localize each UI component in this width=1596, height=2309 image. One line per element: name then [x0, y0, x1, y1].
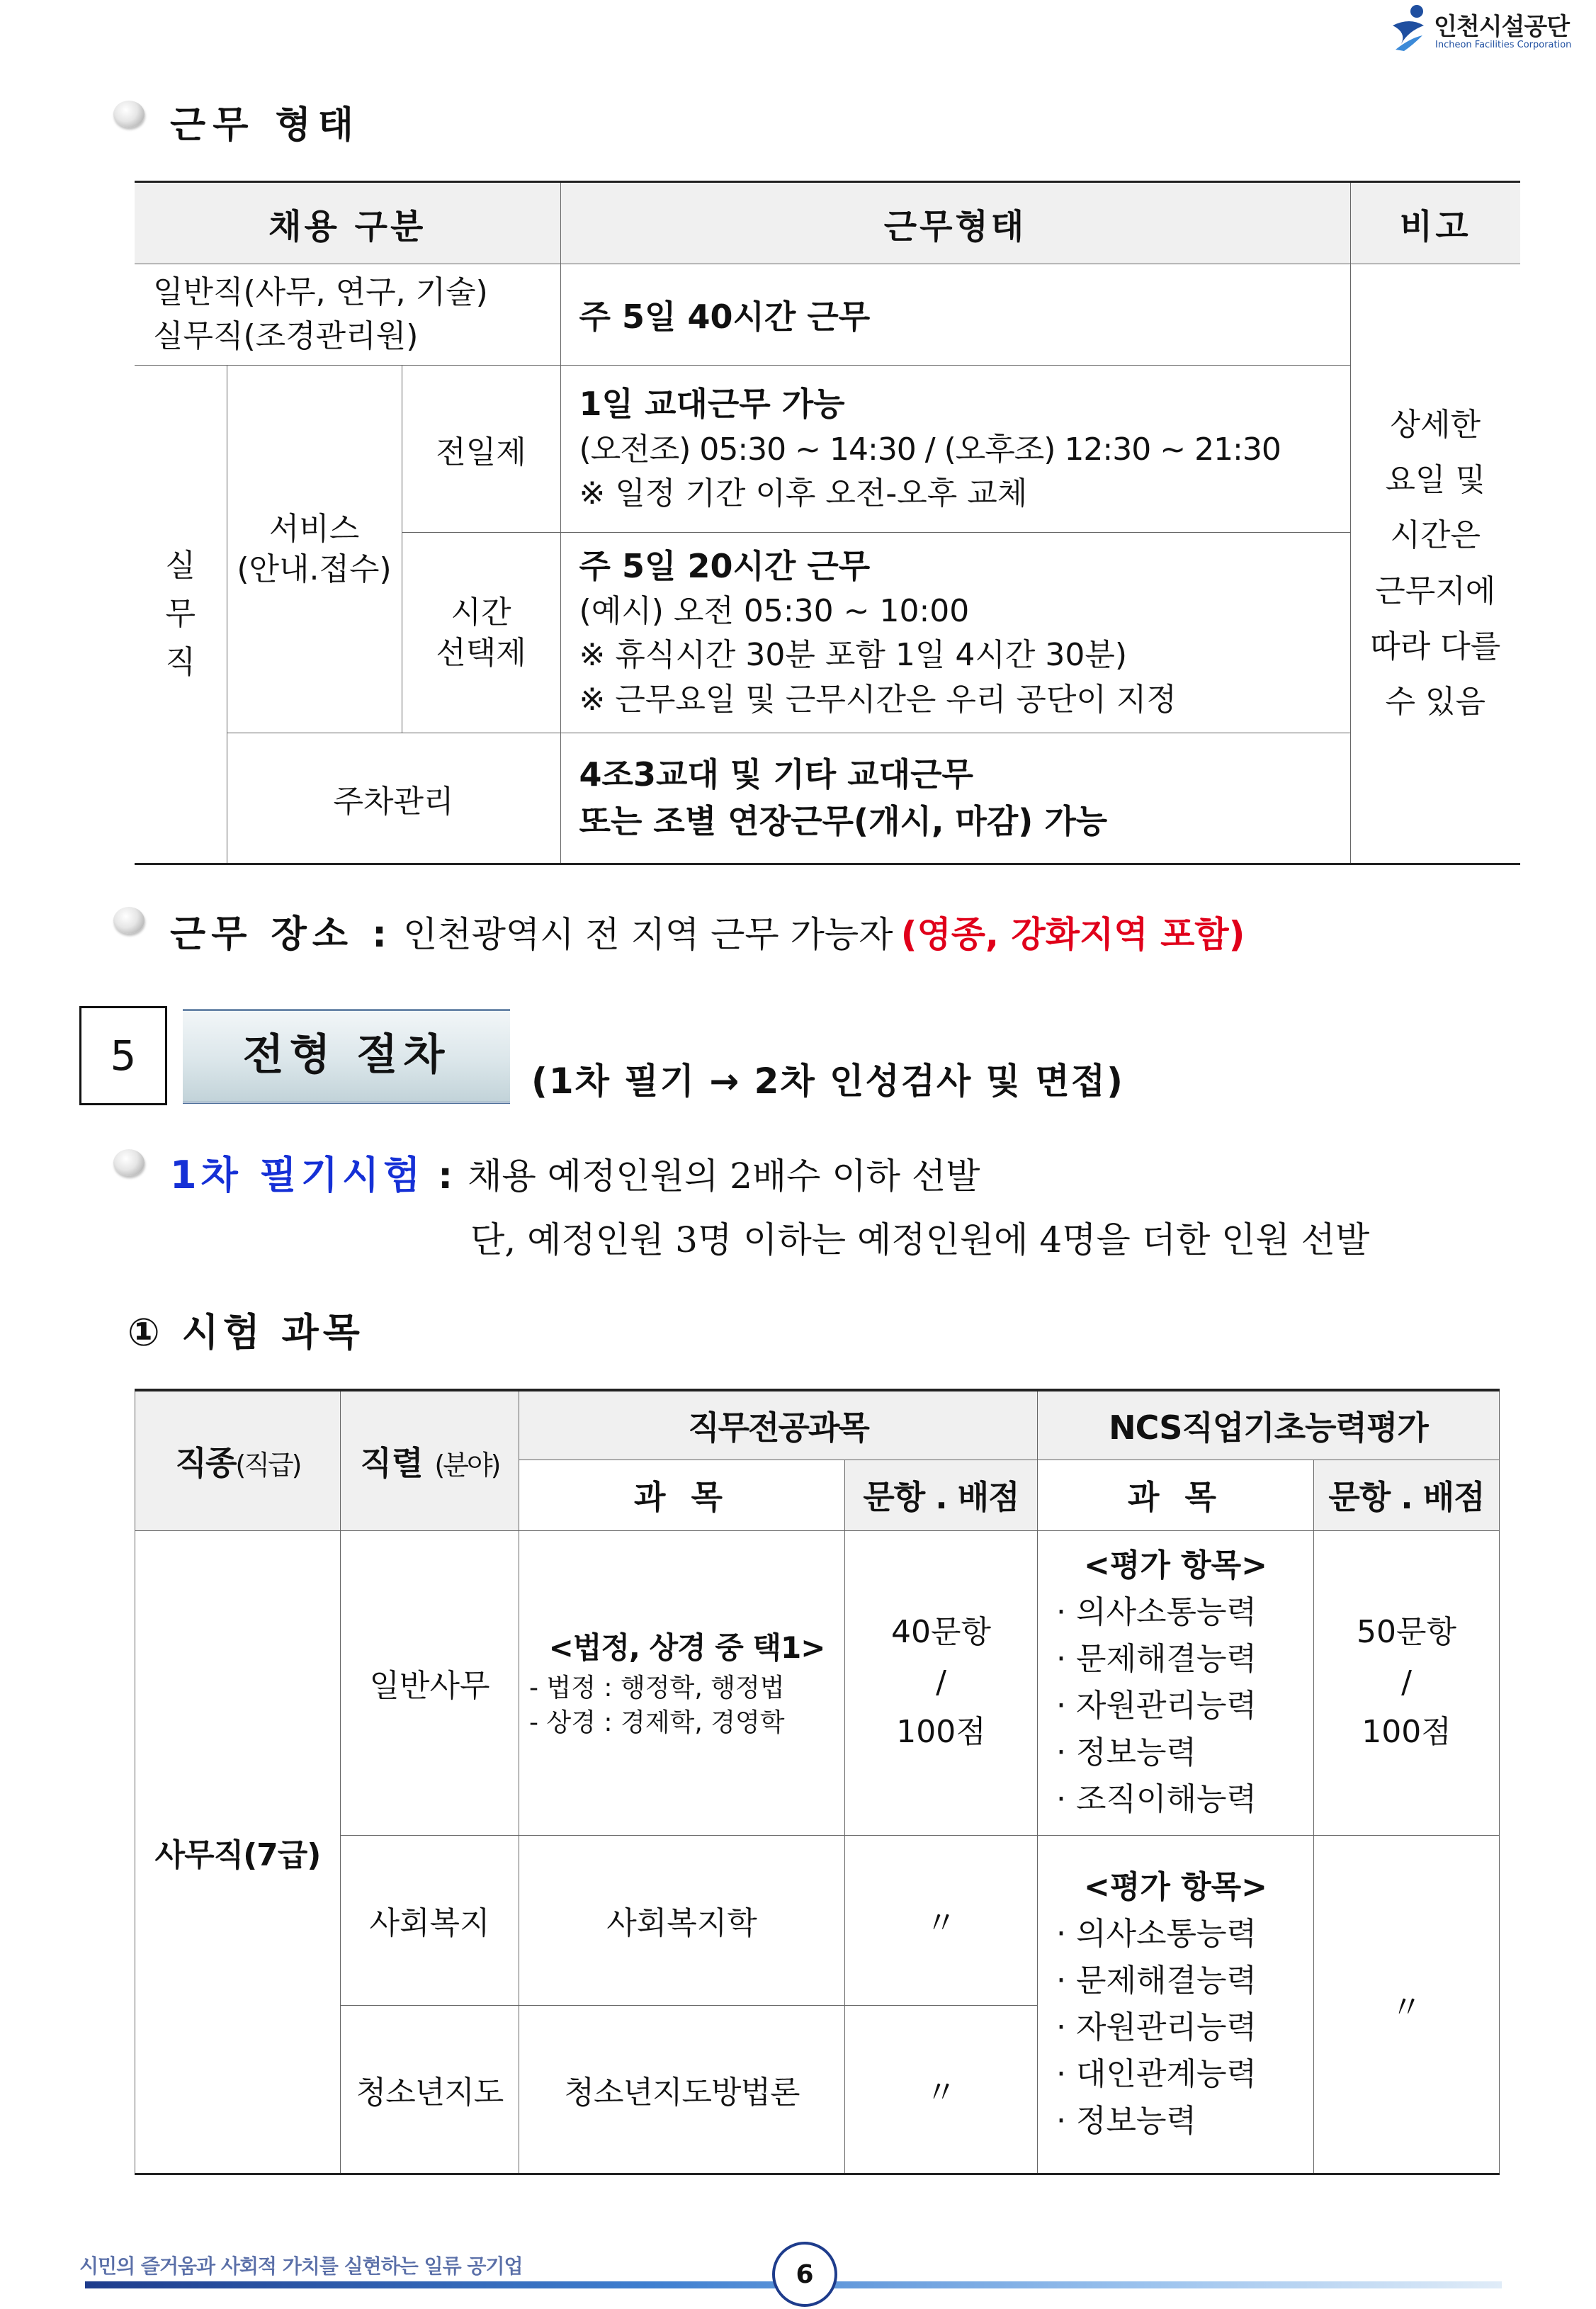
ncs-item: · 의사소통능력 [1056, 1915, 1257, 1952]
header-note: 비고 [1350, 182, 1520, 264]
selective-line1: 주 5일 20시간 근무 [579, 546, 871, 585]
ncs-questions-points: 100점 [1362, 1714, 1451, 1751]
major-title: <법정, 상경 중 택1> [548, 1630, 825, 1666]
logo-name-en: Incheon Facilities Corporation [1435, 40, 1572, 50]
ncs-title: <평가 항목> [1083, 1547, 1268, 1583]
questions-count: 40문항 [891, 1614, 991, 1651]
footer-slogan: 시민의 즐거움과 사회적 가치를 실현하는 일류 공기업 [79, 2254, 523, 2278]
section-title: 전형 절차 [242, 1030, 451, 1080]
fulltime-line1: 1일 교대근무 가능 [579, 385, 845, 424]
company-logo [1388, 4, 1594, 55]
questions-cell: 〃 [845, 2005, 1038, 2174]
header-field-small: (분야) [434, 1449, 499, 1481]
header-jobtype-small: (직급) [235, 1449, 300, 1481]
major-line1: - 법정 : 행정학, 행정법 [529, 1673, 785, 1703]
subjects-heading: ① 시험 과목 [128, 1310, 364, 1355]
header-subject: 과 목 [519, 1460, 845, 1530]
header-jobtype-main: 직종 [175, 1443, 236, 1482]
header-jobtype [135, 1390, 341, 1530]
field-cell: 일반사무 [341, 1530, 519, 1835]
ncs-questions-cell: 〃 [1314, 1835, 1500, 2174]
ncs-item: · 정보능력 [1056, 2102, 1196, 2139]
table-header-row [135, 1390, 1500, 1460]
jobtype-cell: 사무직(7급) [135, 1530, 341, 2174]
field-cell: 청소년지도 [341, 2005, 519, 2174]
major-cell [519, 1530, 845, 1835]
selective-desc [560, 533, 1350, 733]
header-work: 근무형태 [560, 182, 1350, 264]
exam-subjects-table [135, 1389, 1500, 2175]
table-row [135, 1530, 1500, 1835]
header-questions-ncs: 문항 . 배점 [1314, 1460, 1500, 1530]
location-line [170, 904, 1245, 957]
table-row [135, 366, 1520, 533]
bullet-icon [113, 907, 145, 934]
logo-mark-icon [1388, 4, 1431, 54]
fulltime-label: 전일제 [402, 366, 560, 533]
section-subtitle: (1차 필기 → 2차 인성검사 및 면접) [531, 1061, 1124, 1102]
page-number: 6 [772, 2242, 837, 2307]
table-header-row [135, 182, 1520, 264]
header-questions: 문항 . 배점 [845, 1460, 1038, 1530]
questions-slash: / [936, 1664, 946, 1700]
note-cell: 상세한 요일 및 시간은 근무지에 따라 다를 수 있음 [1350, 264, 1520, 864]
section-number: 5 [79, 1006, 167, 1105]
table-row [135, 733, 1520, 864]
ncs-questions-slash: / [1401, 1664, 1412, 1700]
ncs-item: · 자원관리능력 [1056, 1688, 1257, 1724]
table-row [135, 264, 1520, 366]
ncs-item: · 조직이해능력 [1056, 1781, 1257, 1817]
fulltime-desc [560, 366, 1350, 533]
ncs-item: · 자원관리능력 [1056, 2009, 1257, 2045]
questions-cell [845, 1530, 1038, 1835]
ncs-item: · 문제해결능력 [1056, 1962, 1257, 1999]
selective-line3: ※ 휴식시간 30분 포함 1일 4시간 30분) [579, 637, 1127, 674]
ncs-questions-count: 50문항 [1357, 1614, 1456, 1651]
ncs-cell [1038, 1530, 1314, 1835]
parking-line2: 또는 조별 연장근무(개시, 마감) 가능 [579, 801, 1108, 840]
header-subject-ncs: 과 목 [1038, 1460, 1314, 1530]
questions-cell: 〃 [845, 1835, 1038, 2005]
written-exam-text2: 단, 예정인원 3명 이하는 예정인원에 4명을 더한 인원 선발 [470, 1219, 1370, 1260]
ncs-questions-cell [1314, 1530, 1500, 1835]
parking-desc [560, 733, 1350, 864]
written-exam-text1: 채용 예정인원의 2배수 이하 선발 [468, 1156, 980, 1197]
parking-label: 주차관리 [227, 733, 560, 864]
section-title-box [183, 1009, 510, 1104]
ncs-item: · 문제해결능력 [1056, 1641, 1257, 1677]
general-category: 일반직(사무, 연구, 기술) 실무직(조경관리원) [135, 264, 560, 366]
location-highlight: (영종, 강화지역 포함) [900, 914, 1245, 955]
questions-points: 100점 [896, 1714, 986, 1751]
ncs-item: · 의사소통능력 [1056, 1594, 1257, 1630]
ncs-item: · 대인관계능력 [1056, 2055, 1257, 2092]
service-label: 서비스 (안내.접수) [227, 366, 402, 733]
work-type-table [135, 181, 1520, 865]
header-field-main: 직렬 [360, 1443, 424, 1482]
field-cell: 사회복지 [341, 1835, 519, 2005]
parking-line1: 4조3교대 및 기타 교대근무 [579, 755, 973, 794]
general-work: 주 5일 40시간 근무 [560, 264, 1350, 366]
bullet-icon [113, 1149, 145, 1176]
written-exam-line1 [170, 1145, 980, 1199]
written-exam-label: 1차 필기시험 [170, 1153, 425, 1197]
header-major: 직무전공과목 [519, 1390, 1038, 1460]
location-label: 근무 장소 : [170, 913, 392, 956]
header-ncs: NCS직업기초능력평가 [1038, 1390, 1500, 1460]
section-title-work-type: 근무 형태 [170, 104, 361, 147]
location-text: 인천광역시 전 지역 근무 가능자 [403, 914, 893, 955]
major-line2: - 상경 : 경제학, 경영학 [529, 1708, 785, 1737]
ncs-title: <평가 항목> [1083, 1868, 1268, 1905]
silmu-label: 실 무 직 [135, 366, 227, 864]
selective-label: 시간 선택제 [402, 533, 560, 733]
selective-line2: (예시) 오전 05:30 ~ 10:00 [579, 592, 970, 629]
fulltime-line2: (오전조) 05:30 ~ 14:30 / (오후조) 12:30 ~ 21:30 [579, 431, 1281, 468]
written-exam-colon: : [438, 1155, 453, 1197]
bullet-icon [113, 101, 145, 128]
header-field [341, 1390, 519, 1530]
major-cell: 청소년지도방법론 [519, 2005, 845, 2174]
ncs-item: · 정보능력 [1056, 1734, 1196, 1771]
header-category: 채용 구분 [135, 182, 560, 264]
major-cell: 사회복지학 [519, 1835, 845, 2005]
fulltime-line3: ※ 일정 기간 이후 오전-오후 교체 [579, 475, 1028, 512]
logo-name-ko: 인천시설공단 [1434, 13, 1570, 41]
selective-line4: ※ 근무요일 및 근무시간은 우리 공단이 지정 [579, 681, 1177, 718]
ncs-cell [1038, 1835, 1314, 2174]
